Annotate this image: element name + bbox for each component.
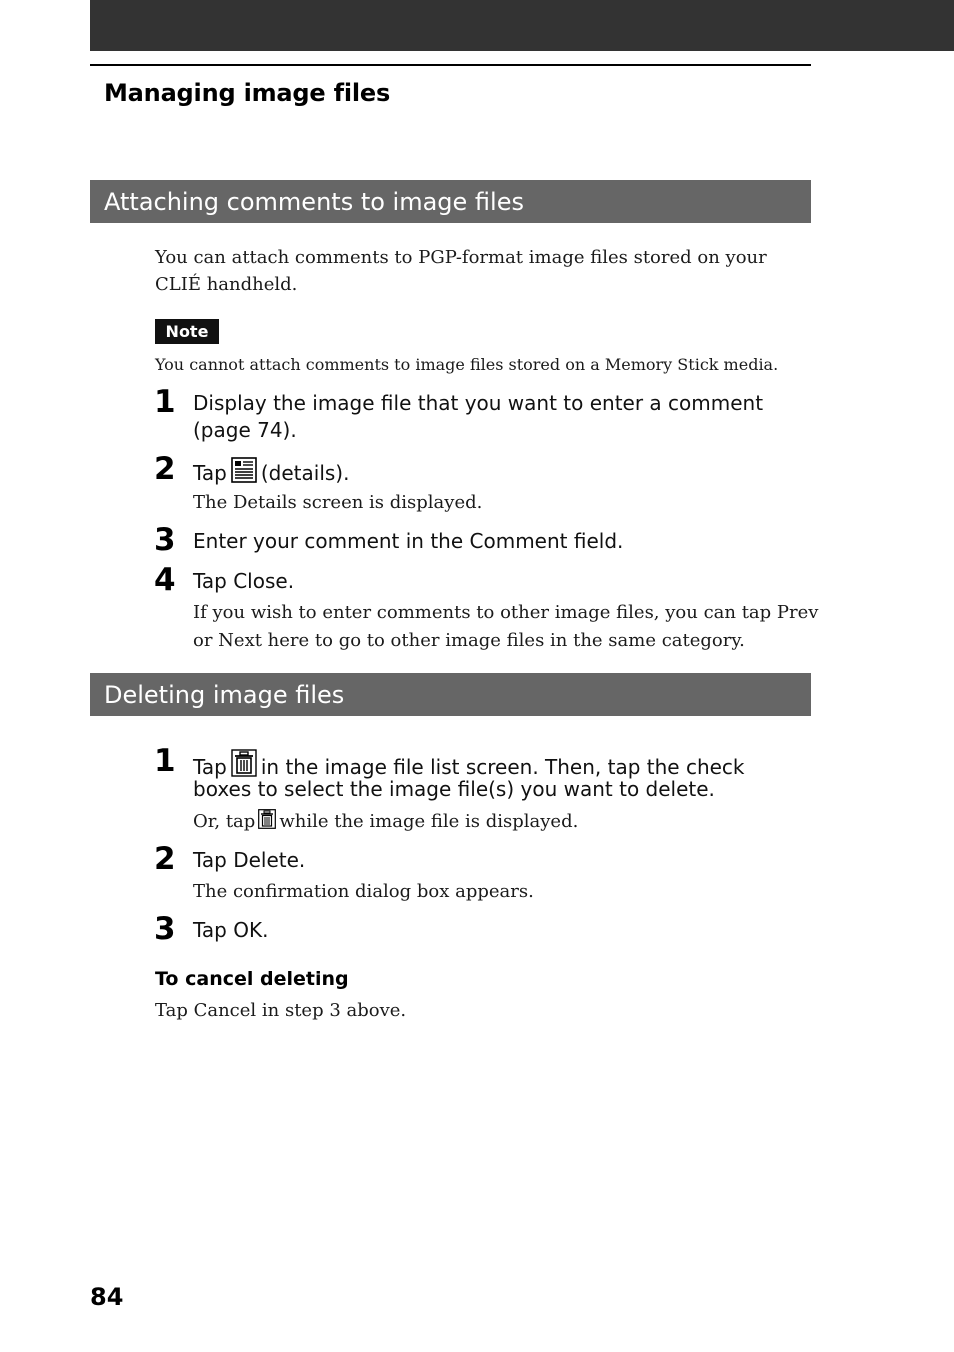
section-title-deleting: Deleting image files: [104, 681, 345, 709]
step-text-cont: boxes to select the image file(s) you want to delete.: [193, 777, 715, 801]
step-detail: The confirmation dialog box appears.: [193, 881, 534, 902]
step-number: 2: [154, 841, 176, 877]
header-rule: [90, 64, 811, 66]
header-bar: [90, 0, 954, 51]
step-detail: If you wish to enter comments to other image files, you can tap Prev: [193, 602, 819, 623]
step-detail: The Details screen is displayed.: [193, 492, 483, 513]
note-badge: Note: [155, 319, 219, 344]
step-detail-cont: or Next here to go to other image files in the same category.: [193, 630, 745, 651]
cancel-heading: To cancel deleting: [155, 968, 349, 990]
step-number: 1: [154, 743, 176, 779]
step-number: 4: [154, 562, 176, 598]
step-text-cont: (page 74).: [193, 418, 297, 442]
page-number: 84: [90, 1283, 124, 1311]
step-number: 3: [154, 911, 176, 947]
step-text-post: (details).: [260, 461, 350, 485]
step-detail-pre: Or, tap: [193, 811, 256, 832]
trash-icon: [258, 809, 276, 837]
step-text: Enter your comment in the Comment field.: [193, 529, 624, 553]
step-text: [193, 457, 349, 490]
step-number: 1: [154, 384, 176, 420]
chapter-title: Managing image files: [104, 79, 391, 107]
step-text-pre: Tap: [193, 461, 227, 485]
step-number: 3: [154, 522, 176, 558]
step-text: Tap Close.: [193, 569, 295, 593]
step-text-post: in the image file list screen. Then, tap the check: [260, 755, 745, 779]
step-text: Tap Delete.: [193, 848, 306, 872]
intro-line-1: You can attach comments to PGP-format image files stored on your: [155, 247, 767, 268]
step-text: Display the image file that you want to enter a comment: [193, 391, 764, 415]
step-text: Tap OK.: [193, 918, 269, 942]
details-icon: [231, 457, 257, 490]
step-detail-post: while the image file is displayed.: [279, 811, 579, 832]
step-number: 2: [154, 451, 176, 487]
section-title-attaching: Attaching comments to image files: [104, 188, 524, 216]
step-text-pre: Tap: [193, 755, 227, 779]
step-detail: [193, 808, 578, 837]
cancel-text: Tap Cancel in step 3 above.: [155, 1000, 407, 1021]
note-text: You cannot attach comments to image files stored on a Memory Stick media.: [155, 355, 779, 374]
intro-line-2: CLIÉ handheld.: [155, 274, 298, 295]
